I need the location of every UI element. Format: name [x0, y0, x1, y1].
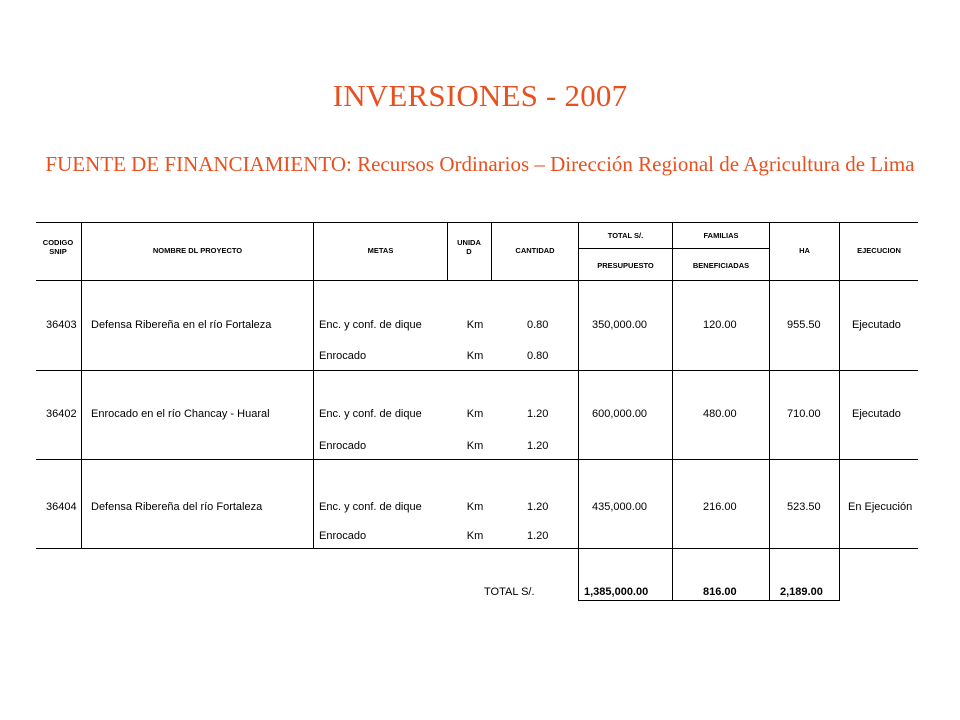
row-bottom-line [36, 548, 918, 549]
column-line-5 [578, 222, 579, 600]
cell-codigo: 36402 [46, 408, 77, 420]
page-subtitle: FUENTE DE FINANCIAMIENTO: Recursos Ordinarios – Dirección Regional de Agricultura de Lima [45, 152, 915, 176]
cell-familias: 216.00 [703, 501, 737, 513]
header-familias: FAMILIAS [703, 231, 739, 240]
cell-unidad: Km [466, 408, 484, 420]
header-total: TOTAL S/. [607, 231, 644, 240]
header-unidad: UNIDA D [457, 238, 481, 256]
totals-familias: 816.00 [703, 586, 737, 598]
cell-unidad: Km [466, 440, 484, 452]
totals-label: TOTAL S/. [484, 586, 535, 598]
cell-ejecucion: Ejecutado [852, 319, 901, 331]
totals-presupuesto: 1,385,000.00 [584, 586, 649, 598]
cell-unidad: Km [466, 530, 484, 542]
column-line-1 [81, 222, 82, 548]
cell-unidad: Km [466, 501, 484, 513]
cell-codigo: 36403 [46, 319, 77, 331]
column-line-6 [672, 222, 673, 600]
row-separator-1 [36, 370, 918, 371]
cell-ejecucion: En Ejecución [848, 501, 913, 513]
cell-meta: Enrocado [319, 530, 367, 542]
cell-cantidad: 1.20 [527, 408, 549, 420]
totals-bottom-line [578, 600, 840, 601]
cell-cantidad: 0.80 [527, 319, 549, 331]
cell-presupuesto: 435,000.00 [592, 501, 648, 513]
cell-cantidad: 0.80 [527, 350, 549, 362]
column-line-3 [447, 222, 448, 280]
totals-ha: 2,189.00 [780, 586, 823, 598]
table-top-border [36, 222, 918, 223]
header-metas: METAS [367, 246, 394, 255]
cell-unidad: Km [466, 350, 484, 362]
cell-ha: 523.50 [787, 501, 821, 513]
page-title: INVERSIONES - 2007 [332, 78, 628, 113]
cell-ha: 710.00 [787, 408, 821, 420]
cell-presupuesto: 600,000.00 [592, 408, 648, 420]
cell-nombre: Defensa Ribereña del río Fortaleza [91, 501, 263, 513]
cell-familias: 480.00 [703, 408, 737, 420]
cell-cantidad: 1.20 [527, 501, 549, 513]
cell-nombre: Enrocado en el río Chancay - Huaral [91, 408, 270, 420]
cell-meta: Enrocado [319, 440, 367, 452]
cell-meta: Enc. y conf. de dique [319, 501, 422, 513]
cell-nombre: Defensa Ribereña en el río Fortaleza [91, 319, 272, 331]
cell-familias: 120.00 [703, 319, 737, 331]
header-cantidad: CANTIDAD [515, 246, 555, 255]
cell-meta: Enc. y conf. de dique [319, 319, 422, 331]
cell-codigo: 36404 [46, 501, 77, 513]
cell-cantidad: 1.20 [527, 440, 549, 452]
cell-ejecucion: Ejecutado [852, 408, 901, 420]
cell-unidad: Km [466, 319, 484, 331]
header-beneficiadas: BENEFICIADAS [692, 261, 750, 270]
column-line-8 [839, 222, 840, 600]
row-separator-2 [36, 459, 918, 460]
column-line-7 [769, 222, 770, 600]
header-split-line [578, 248, 769, 249]
header-nombre: NOMBRE DL PROYECTO [152, 246, 243, 255]
header-ejecucion: EJECUCION [857, 246, 901, 255]
cell-ha: 955.50 [787, 319, 821, 331]
header-bottom-line [36, 280, 918, 281]
cell-presupuesto: 350,000.00 [592, 319, 648, 331]
cell-meta: Enc. y conf. de dique [319, 408, 422, 420]
header-ha: HA [799, 246, 810, 255]
header-presupuesto: PRESUPUESTO [597, 261, 654, 270]
column-line-2 [313, 222, 314, 548]
header-codigo: CODIGO SNIP [42, 238, 74, 256]
cell-meta: Enrocado [319, 350, 367, 362]
cell-cantidad: 1.20 [527, 530, 549, 542]
